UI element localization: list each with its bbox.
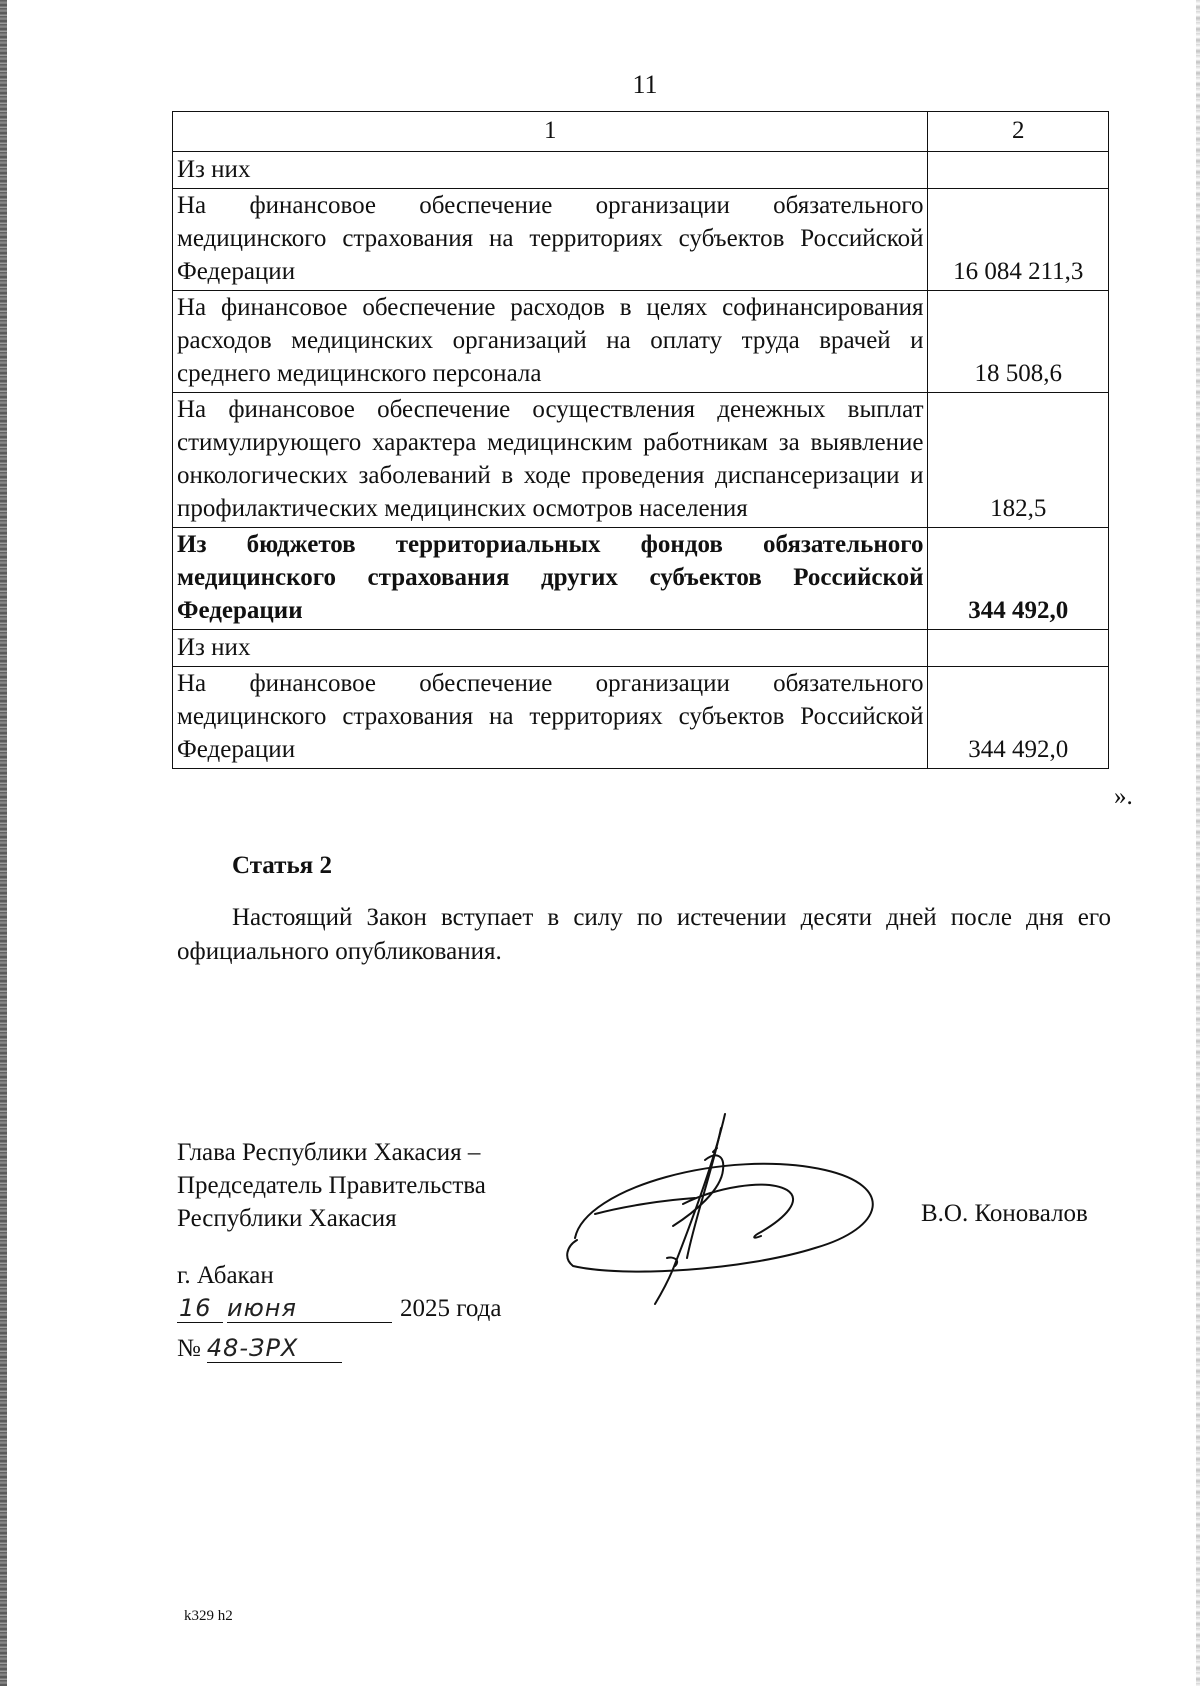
- row-text: Из них: [173, 152, 928, 189]
- row-value: 344 492,0: [927, 528, 1108, 630]
- row-value: [927, 630, 1108, 667]
- scan-edge-left: [0, 0, 7, 1686]
- budget-table: [172, 111, 1109, 769]
- row-value: 18 508,6: [927, 291, 1108, 393]
- article-heading: Статья 2: [232, 852, 332, 879]
- scan-edge-right: [1196, 0, 1200, 1686]
- row-text: На финансовое обеспечение осуществления денежных выплат стимулирующего характера медицинским работникам за выявление онкологических заболеваний в ходе проведения диспансеризации и профилактических медицинских осмотров населения: [173, 393, 928, 528]
- row-value: [927, 152, 1108, 189]
- table-row: [173, 189, 1109, 291]
- date-day: 16: [177, 1294, 223, 1323]
- table-row: [173, 291, 1109, 393]
- handwritten-signature: [565, 1108, 895, 1308]
- signatory-title-line: Республики Хакасия: [177, 1205, 397, 1232]
- table-header-col2: 2: [927, 112, 1108, 152]
- signatory-title: [177, 1136, 486, 1235]
- article-text: Настоящий Закон вступает в силу по истечении десяти дней после дня его официального опубликования.: [177, 904, 1111, 965]
- row-text: На финансовое обеспечение организации обязательного медицинского страхования на территориях субъектов Российской Федерации: [173, 189, 928, 291]
- signing-date: [177, 1294, 501, 1328]
- table-row: [173, 393, 1109, 528]
- table-row: [173, 152, 1109, 189]
- row-text: На финансовое обеспечение расходов в целях софинансирования расходов медицинских организаций на оплату труда врачей и среднего медицинского персонала: [173, 291, 928, 393]
- row-value: 344 492,0: [927, 667, 1108, 769]
- place: г. Абакан: [177, 1262, 274, 1289]
- table-row: [173, 667, 1109, 769]
- number-value: 48-ЗРХ: [207, 1334, 342, 1363]
- row-text: Из них: [173, 630, 928, 667]
- signer-name: В.О. Коновалов: [921, 1200, 1088, 1227]
- closing-quote: ».: [1114, 783, 1133, 810]
- number-prefix: №: [177, 1335, 201, 1362]
- table-header-col1: 1: [173, 112, 928, 152]
- date-year: 2025 года: [400, 1295, 502, 1322]
- signatory-title-line: Председатель Правительства: [177, 1172, 486, 1199]
- row-value: 182,5: [927, 393, 1108, 528]
- table-row: [173, 630, 1109, 667]
- table-header-row: [173, 112, 1109, 152]
- table-row-total: [173, 528, 1109, 630]
- signatory-title-line: Глава Республики Хакасия –: [177, 1139, 481, 1166]
- footer-code: k329 h2: [184, 1608, 233, 1624]
- law-number: [177, 1334, 342, 1363]
- row-value: 16 084 211,3: [927, 189, 1108, 291]
- page-number: 11: [632, 70, 658, 99]
- row-text: Из бюджетов территориальных фондов обязательного медицинского страхования других субъектов Российской Федерации: [173, 528, 928, 630]
- row-text: На финансовое обеспечение организации обязательного медицинского страхования на территориях субъектов Российской Федерации: [173, 667, 928, 769]
- date-month: июня: [227, 1294, 392, 1323]
